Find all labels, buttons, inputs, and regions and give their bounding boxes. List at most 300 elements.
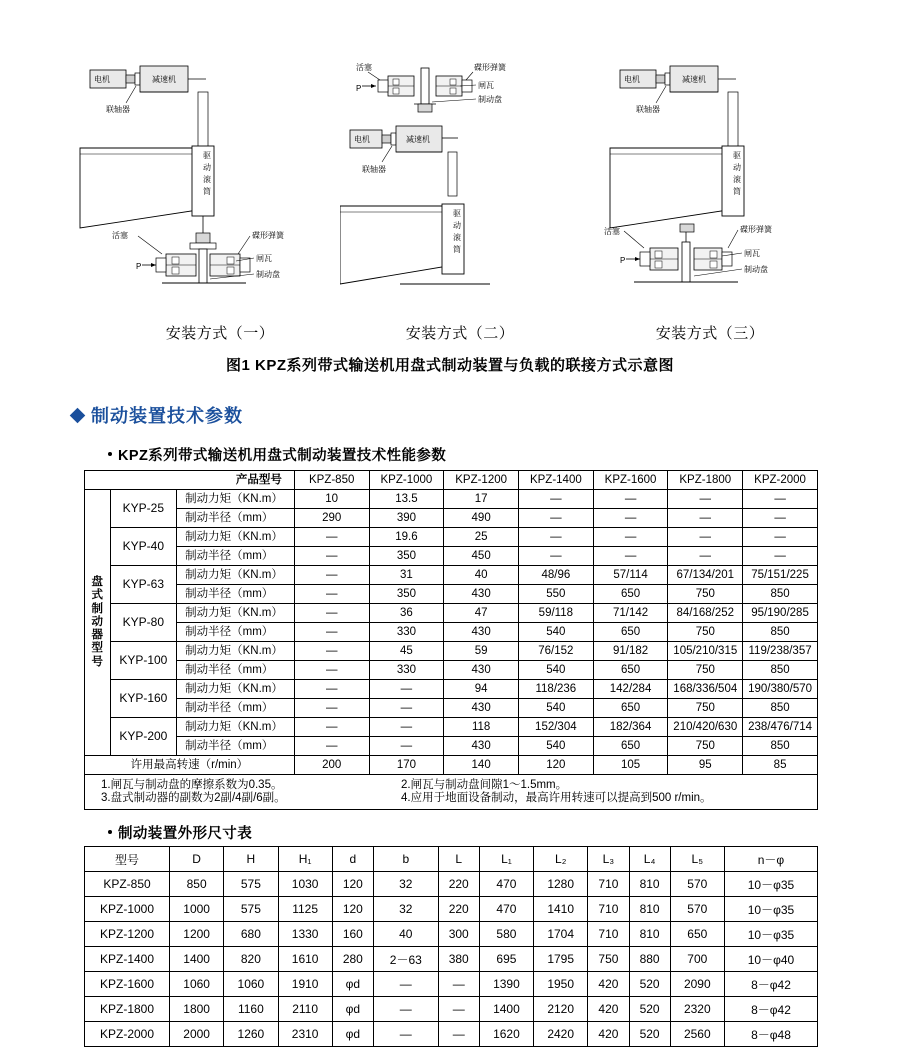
spec-table: [84, 470, 818, 810]
cell: 300: [438, 922, 479, 947]
cell: —: [438, 1022, 479, 1047]
table-row: [85, 490, 818, 509]
table-row: [85, 566, 818, 585]
spec-col-3: KPZ-1400: [518, 471, 593, 490]
note-3: 3.盘式制动器的副数为2副/4副/6副。: [101, 791, 286, 804]
cell: —: [743, 528, 818, 547]
spec-notes: [85, 775, 818, 810]
cell: 190/380/570: [743, 680, 818, 699]
cell: 850: [170, 872, 224, 897]
diagram-install-method-3: [600, 58, 860, 313]
svg-text:滚: 滚: [203, 175, 211, 184]
svg-text:减速机: 减速机: [406, 135, 430, 144]
cell: 10－φ35: [724, 872, 817, 897]
svg-text:动: 动: [203, 163, 211, 172]
cell: 540: [518, 661, 593, 680]
spec-model-6: KYP-200: [110, 718, 177, 756]
cell: 160: [332, 922, 373, 947]
cell: 119/238/357: [743, 642, 818, 661]
cell: 2310: [278, 1022, 332, 1047]
cell: 67/134/201: [668, 566, 743, 585]
table-row: [85, 585, 818, 604]
cell: 850: [743, 737, 818, 756]
cell: 520: [629, 1022, 670, 1047]
subheading-dim-table: [108, 822, 252, 843]
cell: 540: [518, 623, 593, 642]
cell: 710: [588, 872, 629, 897]
cell: 450: [444, 547, 519, 566]
cell: 25: [444, 528, 519, 547]
cell: 350: [369, 547, 444, 566]
cell: 2420: [534, 1022, 588, 1047]
cell: 575: [224, 897, 278, 922]
cell: 59: [444, 642, 519, 661]
cell: 850: [743, 585, 818, 604]
cell: 650: [593, 661, 668, 680]
spec-param-torque: 制动力矩（KN.m）: [177, 680, 295, 699]
svg-text:动: 动: [453, 221, 461, 230]
cell: 575: [224, 872, 278, 897]
cell: 1030: [278, 872, 332, 897]
caption-method-2: 安装方式（二）: [405, 325, 515, 342]
spec-model-0: KYP-25: [110, 490, 177, 528]
svg-text:驱: 驱: [453, 209, 461, 218]
spec-model-3: KYP-80: [110, 604, 177, 642]
dim-header-11: L₅: [670, 847, 724, 872]
cell: 1060: [170, 972, 224, 997]
cell: 330: [369, 623, 444, 642]
cell: 420: [588, 997, 629, 1022]
cell: —: [294, 718, 369, 737]
table-row: [85, 775, 818, 810]
cell: 31: [369, 566, 444, 585]
cell: 2000: [170, 1022, 224, 1047]
cell: 8－φ42: [724, 997, 817, 1022]
cell: 1400: [479, 997, 533, 1022]
cell: 238/476/714: [743, 718, 818, 737]
cell: 820: [224, 947, 278, 972]
cell: —: [668, 490, 743, 509]
spec-param-radius: 制动半径（mm）: [177, 585, 295, 604]
table-row: [85, 623, 818, 642]
cell: 580: [479, 922, 533, 947]
cell: 1060: [224, 972, 278, 997]
cell: —: [369, 737, 444, 756]
spec-param-radius: 制动半径（mm）: [177, 661, 295, 680]
cell: 75/151/225: [743, 566, 818, 585]
cell: 650: [593, 585, 668, 604]
cell: 750: [668, 737, 743, 756]
cell: 750: [588, 947, 629, 972]
dim-header-12: n－φ: [724, 847, 817, 872]
svg-text:联轴器: 联轴器: [362, 165, 386, 174]
cell: 1410: [534, 897, 588, 922]
cell: 570: [670, 897, 724, 922]
spec-param-radius: 制动半径（mm）: [177, 509, 295, 528]
svg-text:制动盘: 制动盘: [478, 95, 502, 104]
table-row: [85, 547, 818, 566]
cell: 1620: [479, 1022, 533, 1047]
cell: 850: [743, 699, 818, 718]
caption-method-1: 安装方式（一）: [165, 325, 275, 342]
cell: 47: [444, 604, 519, 623]
spec-param-torque: 制动力矩（KN.m）: [177, 642, 295, 661]
cell: 2110: [278, 997, 332, 1022]
cell: KPZ-1600: [85, 972, 170, 997]
table-row: [85, 997, 818, 1022]
dim-header-8: L₂: [534, 847, 588, 872]
svg-text:电机: 电机: [624, 75, 640, 84]
dim-header-4: d: [332, 847, 373, 872]
table-row: [85, 972, 818, 997]
spec-model-2: KYP-63: [110, 566, 177, 604]
cell: 520: [629, 972, 670, 997]
cell: —: [438, 972, 479, 997]
dim-header-10: L₄: [629, 847, 670, 872]
svg-text:筒: 筒: [733, 187, 741, 196]
cell: KPZ-1200: [85, 922, 170, 947]
cell: 10－φ40: [724, 947, 817, 972]
svg-text:活塞: 活塞: [604, 227, 620, 236]
cell: 430: [444, 661, 519, 680]
cell: —: [593, 509, 668, 528]
cell: 40: [373, 922, 438, 947]
table-row: [85, 872, 818, 897]
svg-text:联轴器: 联轴器: [636, 105, 660, 114]
dim-header-6: L: [438, 847, 479, 872]
cell: 290: [294, 509, 369, 528]
cell: 95/190/285: [743, 604, 818, 623]
svg-text:动: 动: [733, 163, 741, 172]
cell: 36: [369, 604, 444, 623]
spec-model-1: KYP-40: [110, 528, 177, 566]
cell: 71/142: [593, 604, 668, 623]
cell: 810: [629, 922, 670, 947]
table-header-row: [85, 847, 818, 872]
cell: 350: [369, 585, 444, 604]
cell: 40: [444, 566, 519, 585]
cell: KPZ-1000: [85, 897, 170, 922]
spec-param-torque: 制动力矩（KN.m）: [177, 718, 295, 737]
cell: 105/210/315: [668, 642, 743, 661]
table-row: [85, 604, 818, 623]
spec-speed-label: 许用最高转速（r/min）: [85, 756, 295, 775]
cell: KPZ-1400: [85, 947, 170, 972]
subheading-dim-text: 制动装置外形尺寸表: [118, 826, 253, 842]
table-row: [85, 737, 818, 756]
spec-param-radius: 制动半径（mm）: [177, 699, 295, 718]
cell: —: [294, 623, 369, 642]
cell: —: [593, 490, 668, 509]
table-row: [85, 471, 818, 490]
cell: 810: [629, 897, 670, 922]
cell: —: [743, 547, 818, 566]
diamond-bullet-icon: [70, 408, 86, 424]
table-row: [85, 661, 818, 680]
svg-text:制动盘: 制动盘: [256, 270, 280, 279]
section-heading: [72, 402, 243, 428]
table-row: [85, 718, 818, 737]
svg-text:减速机: 减速机: [152, 75, 176, 84]
dimension-table: [84, 846, 818, 1047]
cell: 45: [369, 642, 444, 661]
cell: 1910: [278, 972, 332, 997]
cell: 142/284: [593, 680, 668, 699]
cell: —: [593, 528, 668, 547]
note-4: 4.应用于地面设备制动，最高许用转速可以提高到500 r/min。: [401, 791, 712, 804]
cell: 84/168/252: [668, 604, 743, 623]
spec-param-torque: 制动力矩（KN.m）: [177, 566, 295, 585]
cell: 880: [629, 947, 670, 972]
cell: 650: [670, 922, 724, 947]
cell: 1125: [278, 897, 332, 922]
cell: —: [438, 997, 479, 1022]
dot-bullet-icon: [108, 830, 112, 834]
spec-col-5: KPZ-1800: [668, 471, 743, 490]
cell: —: [294, 547, 369, 566]
dim-header-1: D: [170, 847, 224, 872]
cell: 32: [373, 897, 438, 922]
cell: 1280: [534, 872, 588, 897]
cell: 710: [588, 897, 629, 922]
cell: 59/118: [518, 604, 593, 623]
section-heading-text: 制动装置技术参数: [91, 406, 243, 426]
cell: 19.6: [369, 528, 444, 547]
cell: 750: [668, 661, 743, 680]
cell: 118/236: [518, 680, 593, 699]
caption-method-3: 安装方式（三）: [655, 325, 765, 342]
spec-col-0: KPZ-850: [294, 471, 369, 490]
spec-model-5: KYP-160: [110, 680, 177, 718]
cell: 1400: [170, 947, 224, 972]
svg-text:滚: 滚: [453, 233, 461, 242]
cell: —: [294, 585, 369, 604]
cell: 850: [743, 623, 818, 642]
cell: —: [743, 509, 818, 528]
cell: 118: [444, 718, 519, 737]
svg-text:碟形弹簧: 碟形弹簧: [740, 225, 772, 234]
svg-text:P: P: [136, 262, 142, 271]
note-2: 2.闸瓦与制动盘间隙1～1.5mm。: [401, 779, 568, 791]
cell: —: [518, 547, 593, 566]
cell: 1160: [224, 997, 278, 1022]
table-row: [85, 756, 818, 775]
cell: —: [743, 490, 818, 509]
dim-header-9: L₃: [588, 847, 629, 872]
spec-model-4: KYP-100: [110, 642, 177, 680]
cell: 680: [224, 922, 278, 947]
cell: 1390: [479, 972, 533, 997]
cell: 182/364: [593, 718, 668, 737]
svg-text:闸瓦: 闸瓦: [256, 254, 272, 263]
cell: 650: [593, 623, 668, 642]
spec-header-product: 产品型号: [85, 471, 295, 490]
dot-bullet-icon: [108, 452, 112, 456]
cell: 1000: [170, 897, 224, 922]
cell: 2090: [670, 972, 724, 997]
cell: 10－φ35: [724, 922, 817, 947]
cell: 91/182: [593, 642, 668, 661]
dim-header-2: H: [224, 847, 278, 872]
svg-text:电机: 电机: [354, 135, 370, 144]
cell: 220: [438, 872, 479, 897]
cell: 570: [670, 872, 724, 897]
svg-text:电机: 电机: [94, 75, 110, 84]
cell: 1330: [278, 922, 332, 947]
cell: 13.5: [369, 490, 444, 509]
table-row: [85, 528, 818, 547]
cell: —: [294, 737, 369, 756]
cell: 2－63: [373, 947, 438, 972]
diagram-install-method-1: [70, 58, 320, 313]
cell: —: [294, 566, 369, 585]
cell: 32: [373, 872, 438, 897]
cell: 750: [668, 585, 743, 604]
svg-text:闸瓦: 闸瓦: [744, 249, 760, 258]
cell: 168/336/504: [668, 680, 743, 699]
cell: 94: [444, 680, 519, 699]
cell: 420: [588, 1022, 629, 1047]
cell: 810: [629, 872, 670, 897]
svg-text:联轴器: 联轴器: [106, 105, 130, 114]
cell: 700: [670, 947, 724, 972]
cell: φd: [332, 1022, 373, 1047]
svg-text:P: P: [356, 84, 362, 93]
cell: —: [518, 528, 593, 547]
figure-title: 图1 KPZ系列带式输送机用盘式制动装置与负载的联接方式示意图: [225, 357, 674, 374]
cell: 120: [518, 756, 593, 775]
cell: —: [369, 699, 444, 718]
cell: 430: [444, 737, 519, 756]
cell: 2560: [670, 1022, 724, 1047]
cell: 95: [668, 756, 743, 775]
spec-param-torque: 制动力矩（KN.m）: [177, 528, 295, 547]
spec-param-radius: 制动半径（mm）: [177, 547, 295, 566]
table-row: [85, 680, 818, 699]
cell: 85: [743, 756, 818, 775]
spec-col-1: KPZ-1000: [369, 471, 444, 490]
dim-header-5: b: [373, 847, 438, 872]
cell: KPZ-850: [85, 872, 170, 897]
cell: —: [668, 528, 743, 547]
cell: 750: [668, 699, 743, 718]
svg-text:驱: 驱: [733, 151, 741, 160]
cell: —: [294, 642, 369, 661]
table-row: [85, 699, 818, 718]
spec-side-label: 盘 式 制 动 器 型 号: [85, 490, 111, 756]
cell: 490: [444, 509, 519, 528]
cell: 540: [518, 699, 593, 718]
cell: φd: [332, 972, 373, 997]
cell: KPZ-2000: [85, 1022, 170, 1047]
cell: 120: [332, 872, 373, 897]
spec-col-2: KPZ-1200: [444, 471, 519, 490]
cell: 120: [332, 897, 373, 922]
svg-text:碟形弹簧: 碟形弹簧: [252, 231, 284, 240]
cell: 420: [588, 972, 629, 997]
spec-param-torque: 制动力矩（KN.m）: [177, 604, 295, 623]
cell: 1704: [534, 922, 588, 947]
cell: 17: [444, 490, 519, 509]
cell: 330: [369, 661, 444, 680]
svg-text:减速机: 减速机: [682, 75, 706, 84]
cell: 1260: [224, 1022, 278, 1047]
cell: 140: [444, 756, 519, 775]
cell: 430: [444, 585, 519, 604]
cell: 1200: [170, 922, 224, 947]
cell: 2320: [670, 997, 724, 1022]
svg-text:闸瓦: 闸瓦: [478, 81, 494, 90]
cell: 695: [479, 947, 533, 972]
cell: 1795: [534, 947, 588, 972]
cell: —: [369, 718, 444, 737]
cell: 430: [444, 699, 519, 718]
cell: 650: [593, 699, 668, 718]
diagram-install-method-2: [340, 58, 590, 313]
table-row: [85, 897, 818, 922]
cell: 76/152: [518, 642, 593, 661]
cell: 390: [369, 509, 444, 528]
cell: 10: [294, 490, 369, 509]
cell: 650: [593, 737, 668, 756]
cell: 8－φ42: [724, 972, 817, 997]
cell: —: [593, 547, 668, 566]
cell: 105: [593, 756, 668, 775]
cell: 520: [629, 997, 670, 1022]
svg-text:滚: 滚: [733, 175, 741, 184]
cell: 550: [518, 585, 593, 604]
cell: —: [373, 1022, 438, 1047]
svg-text:活塞: 活塞: [356, 63, 372, 72]
svg-text:筒: 筒: [453, 245, 461, 254]
cell: 10－φ35: [724, 897, 817, 922]
svg-text:制动盘: 制动盘: [744, 265, 768, 274]
cell: —: [294, 699, 369, 718]
cell: 430: [444, 623, 519, 642]
table-row: [85, 947, 818, 972]
cell: 750: [668, 623, 743, 642]
svg-text:活塞: 活塞: [112, 231, 128, 240]
cell: 850: [743, 661, 818, 680]
cell: —: [369, 680, 444, 699]
table-row: [85, 1022, 818, 1047]
svg-text:驱: 驱: [203, 151, 211, 160]
table-row: [85, 642, 818, 661]
cell: —: [373, 972, 438, 997]
cell: 210/420/630: [668, 718, 743, 737]
cell: 380: [438, 947, 479, 972]
cell: —: [668, 547, 743, 566]
cell: 540: [518, 737, 593, 756]
dim-header-7: L₁: [479, 847, 533, 872]
cell: —: [294, 661, 369, 680]
spec-col-4: KPZ-1600: [593, 471, 668, 490]
svg-text:P: P: [620, 256, 626, 265]
cell: 280: [332, 947, 373, 972]
dim-header-0: 型号: [85, 847, 170, 872]
cell: 48/96: [518, 566, 593, 585]
cell: 470: [479, 897, 533, 922]
dim-header-3: H₁: [278, 847, 332, 872]
cell: 220: [438, 897, 479, 922]
cell: 470: [479, 872, 533, 897]
cell: 1950: [534, 972, 588, 997]
cell: —: [373, 997, 438, 1022]
cell: —: [668, 509, 743, 528]
table-row: [85, 922, 818, 947]
cell: 1800: [170, 997, 224, 1022]
svg-text:筒: 筒: [203, 187, 211, 196]
